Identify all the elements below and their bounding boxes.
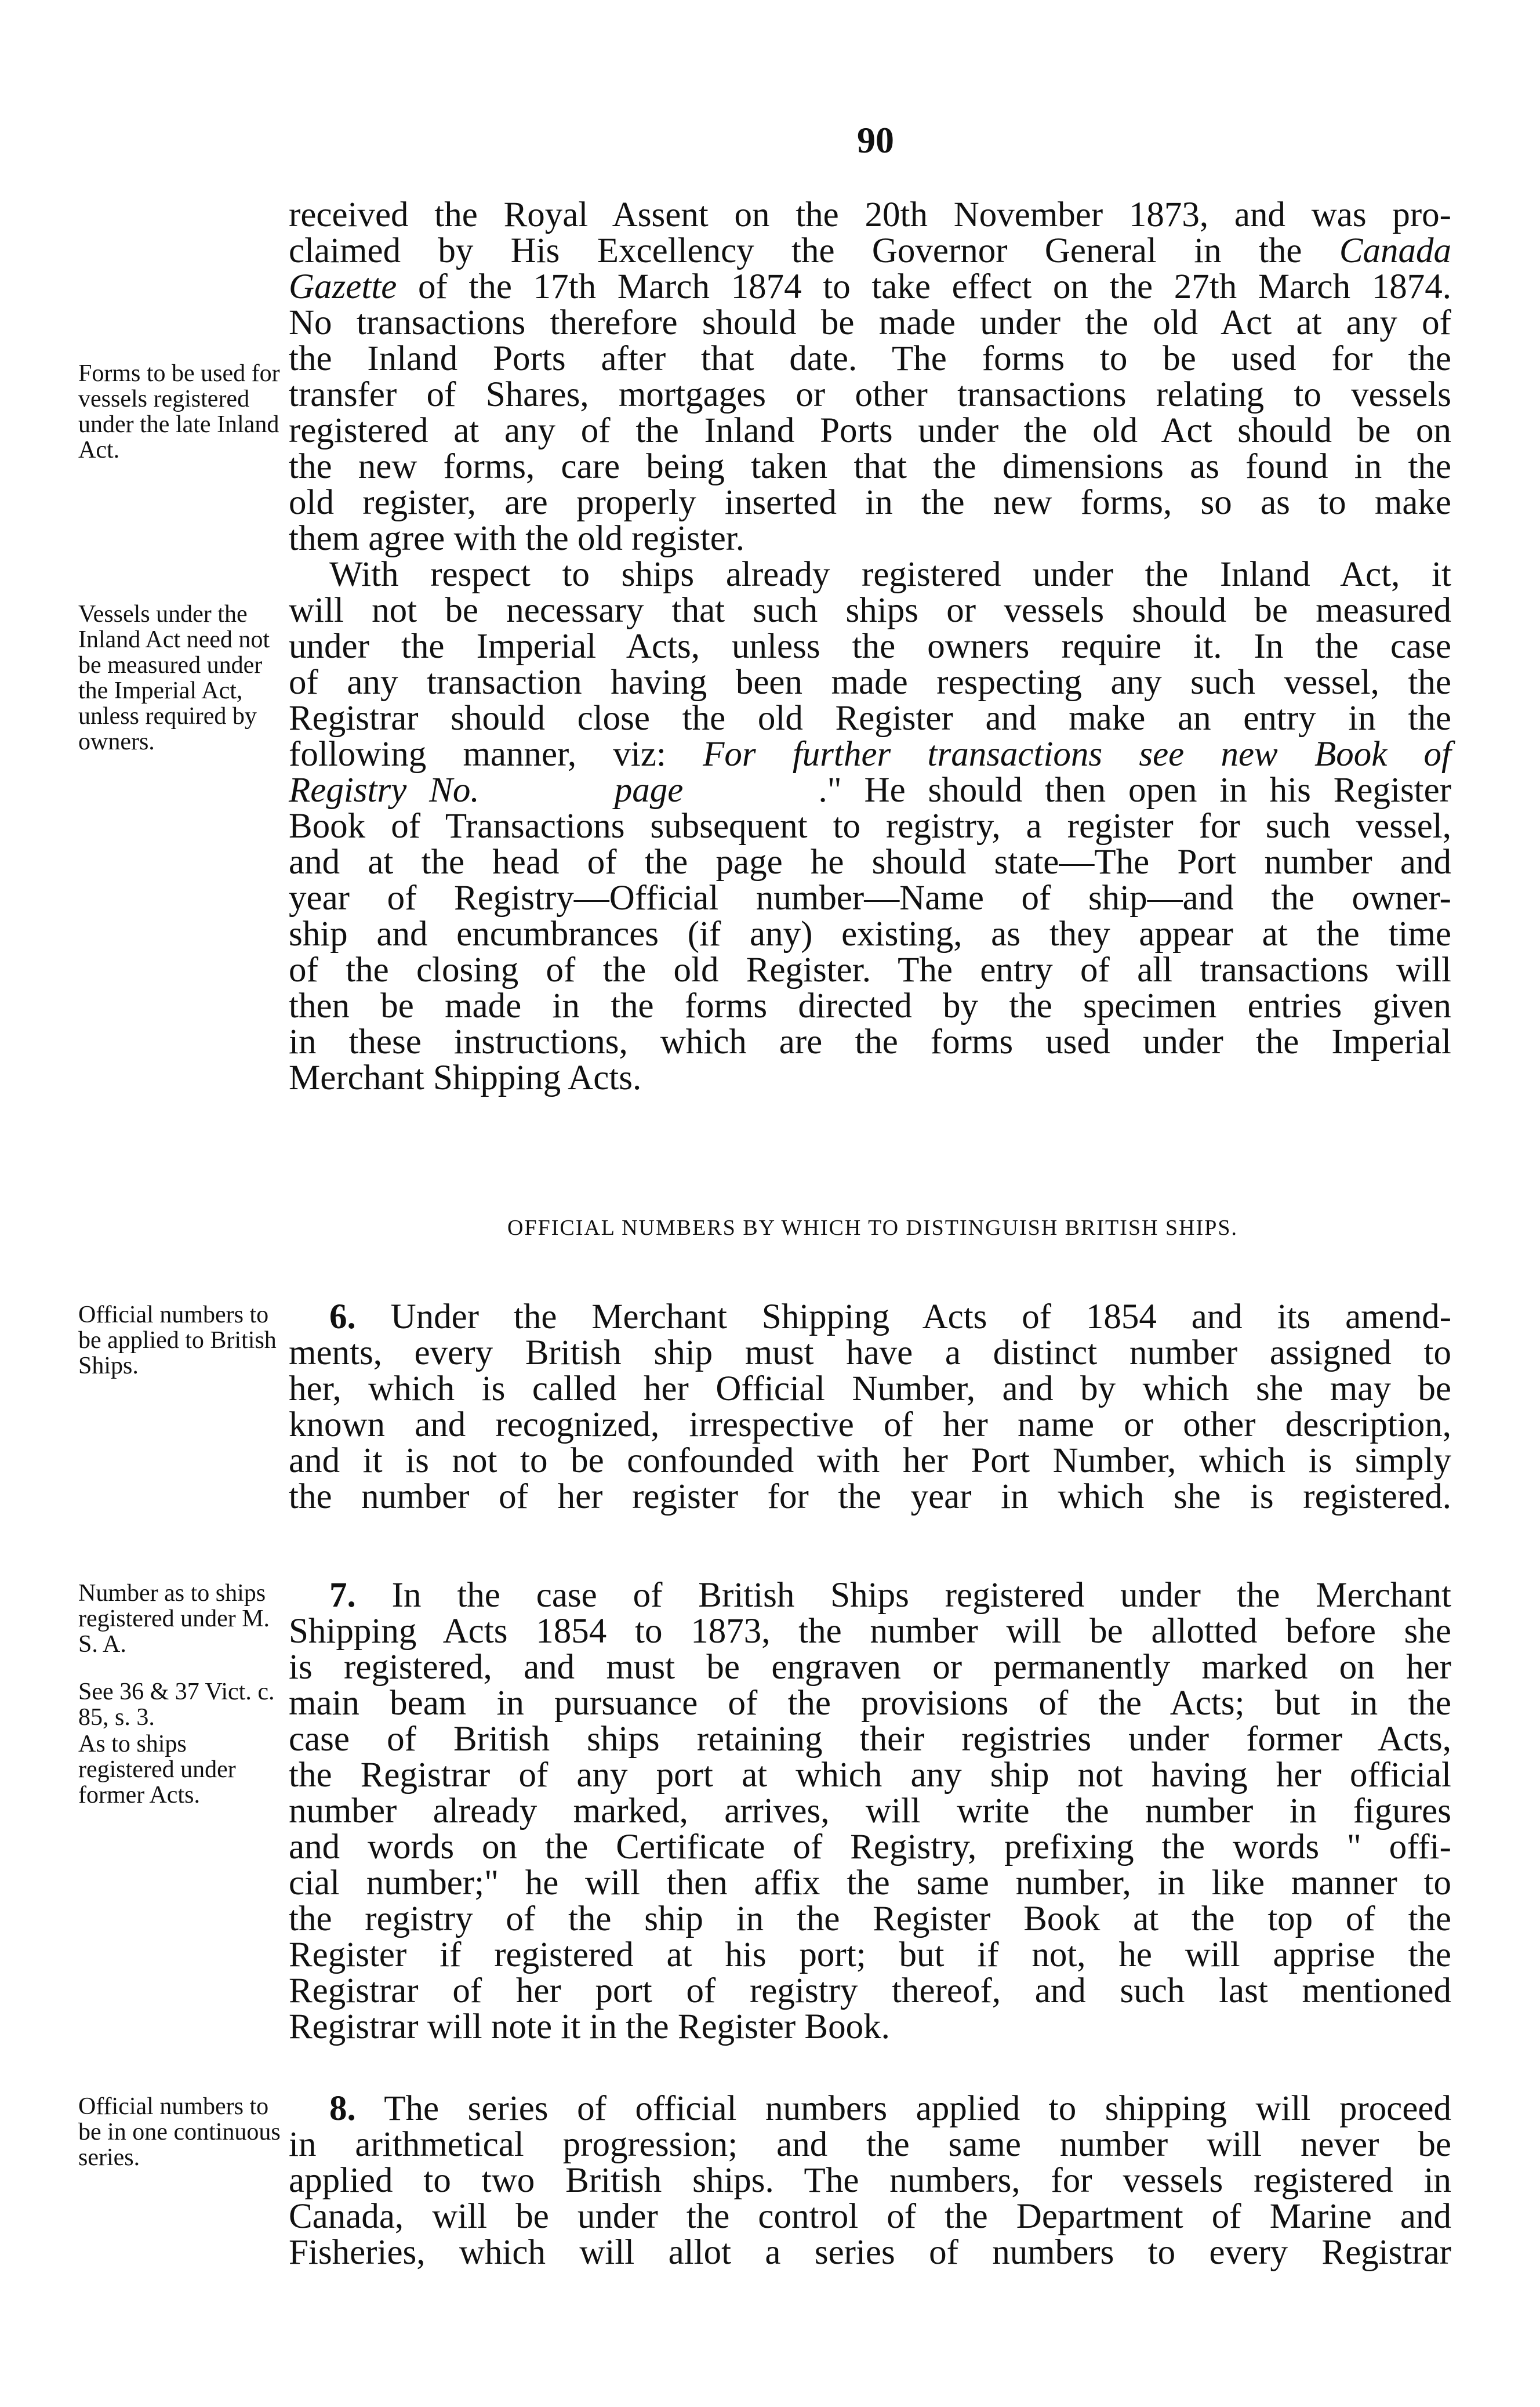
paragraph-number: 6.: [329, 1297, 356, 1336]
margin-note-see-act: See 36 & 37 Vict. c. 85, s. 3.: [78, 1679, 275, 1731]
margin-note-number-as-to-ships: Number as to ships registered under M. S. A.: [78, 1580, 270, 1658]
paragraph-6: 6. Under the Merchant Shipping Acts of 1854 and its amend- ments, every British ship must have a distinct number assigned to her, which is called her Official Number, and by which she may be known and recognized, irrespective of her name or other description, and it is not to be confounded with her Port Number, which is simply the number of her register for the year in which she is registered.: [289, 1297, 1452, 1516]
margin-note-forms: Forms to be used for vessels registered under the late Inland Act.: [78, 360, 280, 463]
margin-note-vessels-inland: Vessels under the Inland Act need not be measured under the Imperial Act, unless required by owners.: [78, 601, 270, 755]
paragraph-number: 8.: [329, 2089, 356, 2128]
paragraph-royal-assent: received the Royal Assent on the 20th November 1873, and was pro- claimed by His Excellency the Governor General in the Canada Gazette of the 17th March 1874 to take effect on the 27th March 1874. No transactions therefore should be made under the old Act at any of the Inland Ports after that date. The forms to be used for the transfer of Shares, mortgages or other transactions relating to vessels registered at any of the Inland Ports under the old Act should be on the new forms, care being taken that the dimensions as found in the old register, are properly inserted in the new forms, so as to make them agree with the old register.: [289, 195, 1452, 558]
paragraph-7: 7. In the case of British Ships registered under the Merchant Shipping Acts 1854 to 1873, the number will be allotted before she is registered, and must be engraven or permanently marked on her main beam in pursuance of the provisions of the Acts; but in the case of British ships retaining their registries under former Acts, the Registrar of any port at which any ship not having her official number already marked, arrives, will write the number in figures and words on the Certificate of Registry, prefixing the words " offi- cial number;" he will then affix the same number, in like manner to the registry of the ship in the Register Book at the top of the Register if registered at his port; but if not, he will apprise the Registrar of her port of registry thereof, and such last mentioned Registrar will note it in the Register Book.: [289, 1576, 1451, 2046]
margin-note-former-acts: As to ships registered under former Acts.: [78, 1731, 236, 1808]
margin-note-official-numbers: Official numbers to be applied to British Ships.: [78, 1302, 277, 1379]
paragraph-number: 7.: [329, 1576, 356, 1615]
paragraph-8: 8. The series of official numbers applied to shipping will proceed in arithmetical progression; and the same number will never be applied to two British ships. The numbers, for vessels registered in Canada, will be under the control of the Department of Marine and Fisheries, which will allot a series of numbers to every Registrar: [289, 2089, 1451, 2272]
page-number: 90: [857, 119, 894, 161]
paragraph-inland-act: With respect to ships already registered under the Inland Act, it will not be necessary that such ships or vessels should be measured under the Imperial Acts, unless the owners require it. In the case of any transaction having been made respecting any such vessel, the Registrar should close the old Register and make an entry in the following manner, viz: For further transactions see new Book of Registry No. page ." He should then open in his Register Book of Transactions subsequent to registry, a register for such vessel, and at the head of the page he should state—The Port number and year of Registry—Official number—Name of ship—and the owner- ship and encumbrances (if any) existing, as they appear at the time of the closing of the old Register. The entry of all transactions will then be made in the forms directed by the specimen entries given in these instructions, which are the forms used under the Imperial Merchant Shipping Acts.: [289, 555, 1452, 1097]
section-heading: OFFICIAL NUMBERS BY WHICH TO DISTINGUISH BRITISH SHIPS.: [507, 1216, 1238, 1240]
margin-note-continuous-series: Official numbers to be in one continuous series.: [78, 2093, 281, 2171]
